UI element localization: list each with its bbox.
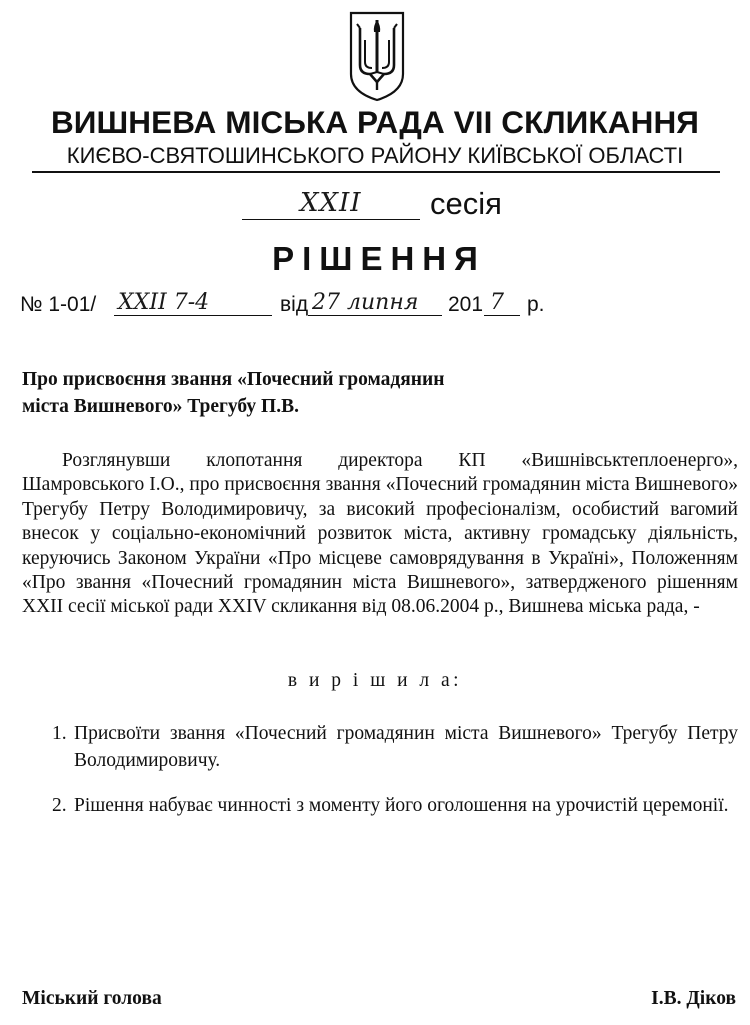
- decision-year-handwritten: 7: [490, 290, 504, 315]
- decision-date-line: [308, 315, 442, 316]
- item-number: 2.: [52, 795, 67, 816]
- decision-year-letter: р.: [527, 293, 545, 316]
- item-number: 1.: [52, 723, 67, 744]
- decision-subject: [22, 366, 542, 420]
- council-name: ВИШНЕВА МІСЬКА РАДА VII СКЛИКАННЯ: [50, 104, 700, 140]
- session-number-line: [242, 219, 420, 220]
- decision-item: Рішення набуває чинності з моменту його оголошення на урочистій церемонії.: [74, 795, 729, 816]
- signature-name: І.В. Діков: [651, 988, 736, 1009]
- preamble-paragraph: Розглянувши клопотання директора КП «Вишнівськтеплоенерго», Шамровського І.О., про присвоєння звання «Почесний громадянин міста Вишневого» Трегубу Петру Володимировичу, за високий професіоналізм, особистий вагомий внесок у соціально-економічний розвиток міста, активну громадську діяльність, керуючись Законом України «Про місцеве самоврядування в Україні», Положенням «Про звання «Почесний громадянин міста Вишневого», затвердженого рішенням XXII сесії міської ради XXIV скликання від 08.06.2004 р., Вишнева міська рада, -: [22, 450, 738, 618]
- signature-title: Міський голова: [22, 988, 162, 1009]
- decision-title: РІШЕННЯ: [272, 240, 486, 277]
- session-number-handwritten: XXII: [300, 188, 362, 218]
- decision-date-label: від: [280, 293, 309, 316]
- district-name: КИЄВО-СВЯТОШИНСЬКОГО РАЙОНУ КИЇВСЬКОЇ ОБЛАСТІ: [66, 143, 684, 168]
- decision-number-line: [114, 315, 272, 316]
- trident-coat-of-arms-icon: [348, 10, 406, 102]
- decision-year-prefix: 201: [448, 293, 484, 316]
- session-word: сесія: [430, 186, 502, 221]
- decision-year-line: [484, 315, 520, 316]
- decision-number-handwritten: XXII 7-4: [118, 290, 210, 315]
- decision-date-handwritten: 27 липня: [312, 290, 419, 315]
- header-divider: [32, 171, 720, 173]
- subject-line-2: міста Вишневого» Трегубу П.В.: [22, 396, 299, 417]
- decision-item: Присвоїти звання «Почесний громадянин міста Вишневого» Трегубу Петру Володимировичу.: [74, 723, 738, 771]
- decision-number-label: № 1-01/: [20, 293, 97, 316]
- resolved-heading: в и р і ш и л а:: [287, 670, 463, 691]
- subject-line-1: Про присвоєння звання «Почесний громадянин: [22, 369, 445, 390]
